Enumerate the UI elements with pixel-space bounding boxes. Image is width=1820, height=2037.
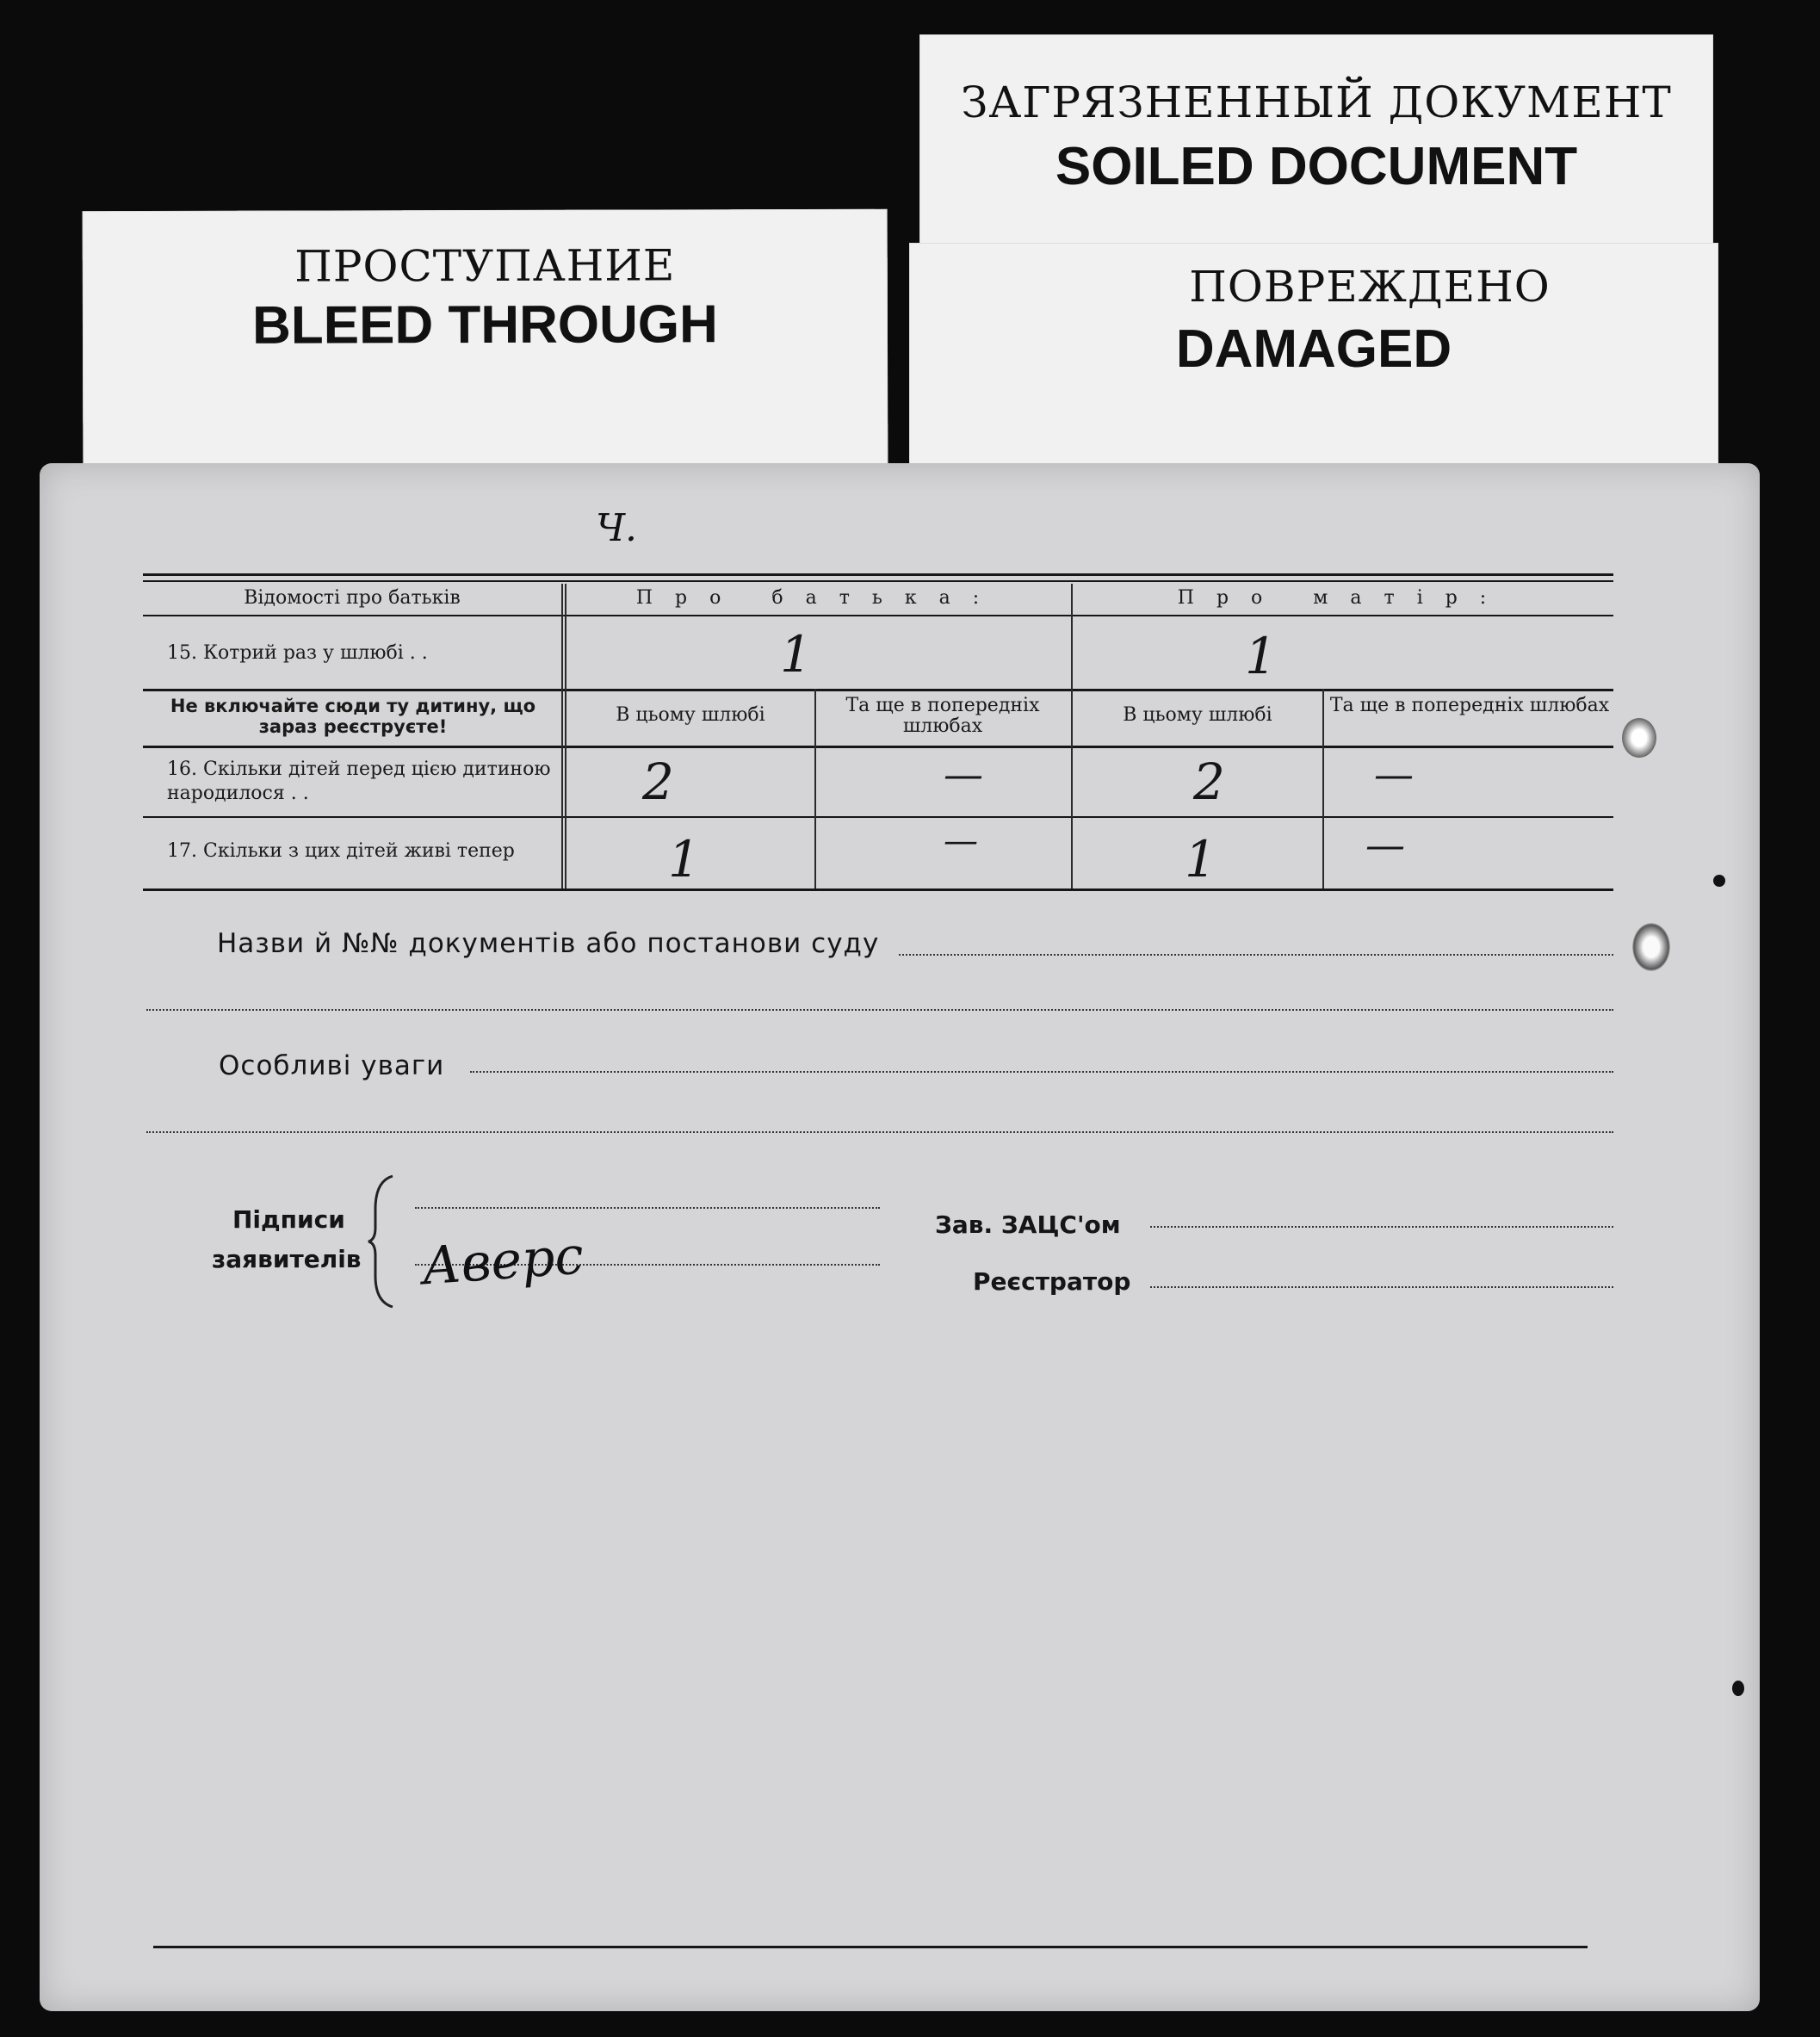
table-rule [143, 689, 1613, 691]
row16-mother-this: 2 [1193, 752, 1225, 811]
applicant-signature-line-1[interactable] [415, 1207, 880, 1209]
bleed-tag-en: BLEED THROUGH [251, 294, 718, 356]
documents-field-line2[interactable] [146, 1009, 1613, 1011]
signatures-label-2: заявителів [212, 1245, 362, 1273]
table-col-rule [565, 584, 566, 888]
registrar-label: Реєстратор [973, 1267, 1131, 1296]
corner-mark: Ч. [596, 506, 637, 550]
stain-mark [1632, 923, 1670, 971]
table-rule [143, 746, 1613, 748]
soiled-tag-ru: ЗАГРЯЗНЕННЫЙ ДОКУМЕНТ [961, 77, 1672, 127]
col-prev-marriages-mother: Та ще в попередніх шлюбах [1329, 695, 1610, 716]
table-bottom-rule [143, 888, 1613, 891]
stain-mark [1622, 718, 1656, 758]
table-rule [143, 816, 1613, 818]
col-this-marriage-mother: В цьому шлюбі [1123, 704, 1272, 726]
row16-father-this: 2 [642, 752, 674, 811]
registrar-field[interactable] [1150, 1286, 1613, 1288]
bleed-through-tag [83, 209, 888, 469]
row17-father-prev: — [944, 821, 978, 861]
zags-head-field[interactable] [1150, 1226, 1613, 1228]
damaged-tag [909, 243, 1718, 501]
parents-info-header: Відомості про батьків [244, 587, 461, 609]
table-note: Не включайте сюди ту дитину, що зараз реєструєте! [170, 696, 536, 737]
table-col-rule [1322, 689, 1324, 888]
table-col-rule [1071, 584, 1073, 888]
row16-label: 16. Скільки дітей перед цією дитиною народилося . . [167, 758, 551, 804]
row16-father-prev: — [944, 751, 983, 797]
about-father-header: Про батька: [635, 587, 1002, 609]
bleed-tag-ru: ПРОСТУПАНИЕ [294, 240, 676, 292]
punch-hole [1713, 875, 1725, 887]
damaged-tag-en: DAMAGED [1175, 319, 1452, 379]
signatures-label: Підписи [232, 1205, 345, 1234]
punch-hole [1732, 1681, 1744, 1696]
damaged-tag-ru: ПОВРЕЖДЕНО [1189, 262, 1551, 312]
remarks-field-line2[interactable] [146, 1131, 1613, 1133]
zags-head-label: Зав. ЗАЦС'ом [935, 1210, 1121, 1239]
row17-label: 17. Скільки з цих дітей живі тепер [167, 840, 515, 862]
table-rule [143, 615, 1613, 616]
table-col-rule [814, 689, 816, 888]
row17-father-this: 1 [668, 830, 700, 888]
table-top-rule [143, 580, 1613, 582]
bottom-rule [153, 1946, 1588, 1948]
row17-mother-prev: — [1365, 821, 1405, 868]
col-prev-marriages-father: Та ще в попередніх шлюбах [845, 695, 1040, 737]
row17-mother-this: 1 [1185, 830, 1216, 888]
row15-father-value: 1 [780, 625, 812, 684]
applicant-signature: Аверс [419, 1225, 586, 1297]
signature-brace [367, 1174, 401, 1309]
documents-label: Назви й №№ документів або постанови суду [217, 928, 880, 959]
row15-mother-value: 1 [1245, 627, 1277, 685]
about-mother-header: Про матір: [1177, 587, 1509, 609]
soiled-document-tag [919, 34, 1713, 263]
form-sheet [40, 463, 1760, 2011]
documents-field[interactable] [899, 954, 1613, 956]
row15-label: 15. Котрий раз у шлюбі . . [167, 642, 428, 664]
remarks-label: Особливі уваги [219, 1050, 445, 1081]
remarks-field[interactable] [470, 1071, 1613, 1073]
soiled-tag-en: SOILED DOCUMENT [1055, 137, 1578, 196]
row16-mother-prev: — [1374, 751, 1414, 797]
table-top-rule [143, 573, 1613, 576]
col-this-marriage-father: В цьому шлюбі [616, 704, 765, 726]
